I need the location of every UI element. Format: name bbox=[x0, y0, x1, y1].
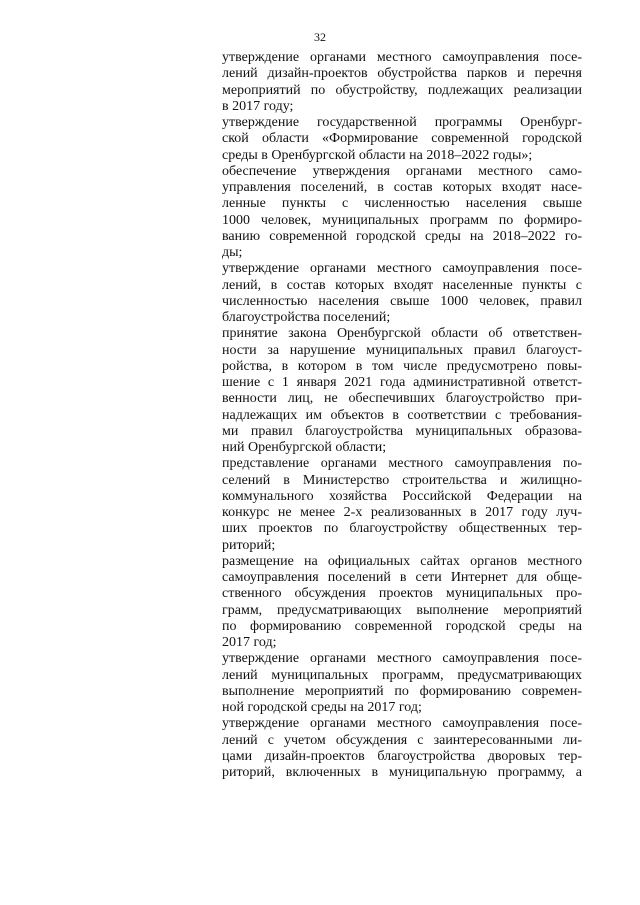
text-line: представление органами местного самоуправления по- bbox=[222, 456, 582, 472]
list-item bbox=[222, 326, 582, 456]
text-line: размещение на официальных сайтах органов местного bbox=[222, 553, 582, 569]
text-line: принятие закона Оренбургской области об ответствен- bbox=[222, 326, 582, 342]
list-item bbox=[222, 716, 582, 781]
text-line: управления поселений, в состав которых входят насе- bbox=[222, 180, 582, 195]
text-line: ний Оренбургской области; bbox=[222, 440, 387, 455]
text-line: лений с учетом обсуждения с заинтересованными ли- bbox=[222, 732, 582, 748]
text-line: лений, в состав которых входят населенные пункты с bbox=[222, 277, 582, 293]
text-line: выполнение мероприятий по формированию современ- bbox=[222, 683, 582, 699]
text-line: в 2017 году; bbox=[222, 98, 294, 114]
text-line: риторий; bbox=[222, 537, 276, 553]
text-line: лений дизайн-проектов обустройства парков и перечня bbox=[222, 66, 582, 82]
list-item bbox=[222, 456, 582, 554]
text-line: коммунального хозяйства Российской Федерации на bbox=[222, 488, 582, 504]
text-line: обеспечение утверждения органами местного само- bbox=[222, 163, 582, 179]
text-line: утверждение органами местного самоуправления посе- bbox=[222, 651, 582, 667]
list-item bbox=[222, 115, 582, 164]
text-line: лений муниципальных программ, предусматривающих bbox=[222, 667, 582, 683]
text-line: ной городской среды на 2017 год; bbox=[222, 700, 422, 715]
text-line: ской области «Формирование современной городской bbox=[222, 131, 582, 147]
text-line: венности лиц, не обеспечивших благоустройство при- bbox=[222, 391, 582, 407]
text-line: ших проектов по благоустройству общественных тер- bbox=[222, 521, 582, 537]
text-line: по формированию современной городской среды на bbox=[222, 618, 582, 634]
list-item bbox=[222, 554, 582, 652]
text-line: 1000 человек, муниципальных программ по формиро- bbox=[222, 212, 582, 228]
document-body bbox=[222, 50, 582, 781]
text-line: грамм, предусматривающих выполнение мероприятий bbox=[222, 602, 582, 618]
text-line: ности за нарушение муниципальных правил благоуст- bbox=[222, 342, 582, 358]
text-line: шение с 1 января 2021 года административной ответст- bbox=[222, 375, 582, 390]
text-line: конкурс не менее 2-х реализованных в 2017 году луч- bbox=[222, 505, 582, 520]
list-item bbox=[222, 651, 582, 716]
text-line: ройства, в котором в том числе предусмотрено повы- bbox=[222, 358, 582, 374]
text-line: утверждение государственной программы Оренбург- bbox=[222, 115, 582, 130]
text-line: утверждение органами местного самоуправления посе- bbox=[222, 50, 582, 65]
text-line: утверждение органами местного самоуправления посе- bbox=[222, 716, 582, 732]
text-line: самоуправления поселений в сети Интернет для обще- bbox=[222, 570, 582, 585]
text-line: утверждение органами местного самоуправления посе- bbox=[222, 261, 582, 277]
text-line: благоустройства поселений; bbox=[222, 310, 391, 325]
text-line: ванию современной городской среды на 2018–2022 го- bbox=[222, 228, 582, 244]
text-line: среды в Оренбургской области на 2018–2022 годы»; bbox=[222, 147, 533, 163]
text-line: ми правил благоустройства муниципальных образова- bbox=[222, 423, 582, 439]
list-item bbox=[222, 50, 582, 115]
text-line: численностью населения свыше 1000 человек, правил bbox=[222, 293, 582, 309]
text-line: мероприятий по обустройству, подлежащих реализации bbox=[222, 82, 582, 98]
text-line: ленные пункты с численностью населения свыше bbox=[222, 196, 582, 212]
text-line: цами дизайн-проектов благоустройства дворовых тер- bbox=[222, 748, 582, 764]
page-number: 32 bbox=[314, 30, 326, 44]
text-line: риторий, включенных в муниципальную программу, а bbox=[222, 765, 582, 780]
text-line: ды; bbox=[222, 245, 243, 260]
text-line: надлежащих им объектов в соответствии с требования- bbox=[222, 407, 582, 423]
text-line: селений в Министерство строительства и жилищно- bbox=[222, 472, 582, 488]
list-item bbox=[222, 164, 582, 262]
text-line: ственного обсуждения проектов муниципальных про- bbox=[222, 586, 582, 602]
text-line: 2017 год; bbox=[222, 635, 277, 650]
list-item bbox=[222, 261, 582, 326]
